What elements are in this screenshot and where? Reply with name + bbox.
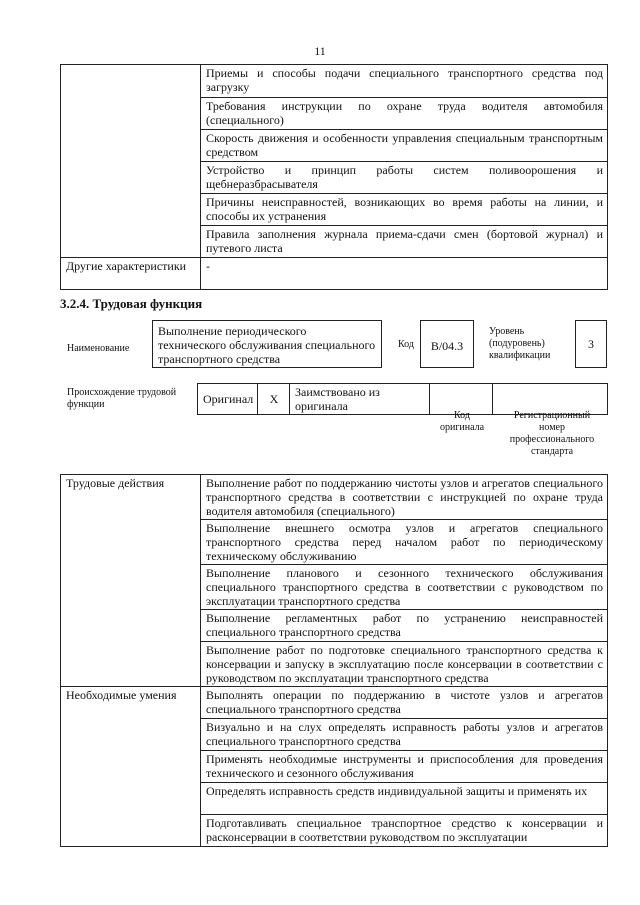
origin-label: Происхождение трудовой функции [67, 387, 177, 410]
code-value: B/04.3 [430, 339, 464, 353]
level-box [575, 320, 607, 368]
code-label: Код [398, 339, 414, 350]
knowledge-item: Требования инструкции по охране труда водителя автомобиля (специального) [201, 98, 608, 130]
labor-actions-label: Трудовые действия [61, 475, 201, 687]
table-row [61, 258, 608, 290]
labor-action-item: Выполнение работ по поддержанию чистоты узлов и агрегатов специального транспортного средства в соответствии с инструкцией по охране труда водителя автомобиля (специального) [201, 475, 608, 520]
skill-item: Подготавливать специальное транспортное средство к консервации и расконсервации в соответствии руководством по эксплуатации [201, 815, 608, 847]
knowledge-item: Скорость движения и особенности управления специальным транспортным средством [201, 130, 608, 162]
table-row [61, 65, 608, 98]
skill-item: Визуально и на слух определять исправность работы узлов и агрегатов специального транспортного средства [201, 719, 608, 751]
table-cell-left [61, 65, 201, 258]
original-mark: X [258, 384, 290, 415]
table-row [61, 475, 608, 520]
labor-function-table [60, 474, 608, 847]
skill-item: Выполнять операции по поддержанию в чистоте узлов и агрегатов специального транспортного средства [201, 687, 608, 719]
knowledge-item: Правила заполнения журнала приема-сдачи смен (бортовой журнал) и путевого листа [201, 226, 608, 258]
page-number: 11 [314, 44, 326, 58]
labor-action-item: Выполнение регламентных работ по устранению неисправностей специального транспортного средства [201, 610, 608, 642]
borrowed-label: Заимствовано из оригинала [290, 384, 430, 415]
level-label: Уровень (подуровень) квалификации [489, 326, 551, 361]
skill-item: Определять исправность средств индивидуальной защиты и применять их [201, 783, 608, 815]
other-characteristics-value: - [201, 258, 608, 290]
required-skills-label: Необходимые умения [61, 687, 201, 847]
section-title: 3.2.4. Трудовая функция [60, 296, 203, 311]
labor-action-item: Выполнение работ по подготовке специального транспортного средства к консервации и запуску в эксплуатацию после консервации в соответствии с руководством по эксплуатации транспортного средства [201, 642, 608, 687]
level-value: 3 [588, 337, 594, 351]
code-box [420, 320, 474, 368]
knowledge-item: Причины неисправностей, возникающих во время работы на линии, и способы их устранения [201, 194, 608, 226]
code-original-label: Код оригинала [439, 410, 485, 433]
function-name-box [152, 320, 382, 368]
reg-number-label: Регистрационный номер профессионального стандарта [509, 410, 595, 457]
knowledge-item: Приемы и способы подачи специального транспортного средства под загрузку [201, 65, 608, 98]
other-characteristics-label: Другие характеристики [61, 258, 201, 290]
table-row [61, 687, 608, 719]
function-name: Выполнение периодического технического обслуживания специального транспортного средства [158, 324, 376, 366]
knowledge-item: Устройство и принцип работы систем поливоорошения и щебнеразбрасывателя [201, 162, 608, 194]
original-label: Оригинал [198, 384, 258, 415]
labor-action-item: Выполнение планового и сезонного технического обслуживания специального транспортного средства в соответствии с руководством по эксплуатации транспортного средства [201, 565, 608, 610]
skill-item: Применять необходимые инструменты и приспособления для проведения технического и сезонного обслуживания [201, 751, 608, 783]
name-label: Наименование [67, 343, 130, 354]
characteristics-table [60, 64, 608, 290]
labor-action-item: Выполнение внешнего осмотра узлов и агрегатов специального транспортного средства перед началом работ по периодическому техническому обслуживанию [201, 520, 608, 565]
